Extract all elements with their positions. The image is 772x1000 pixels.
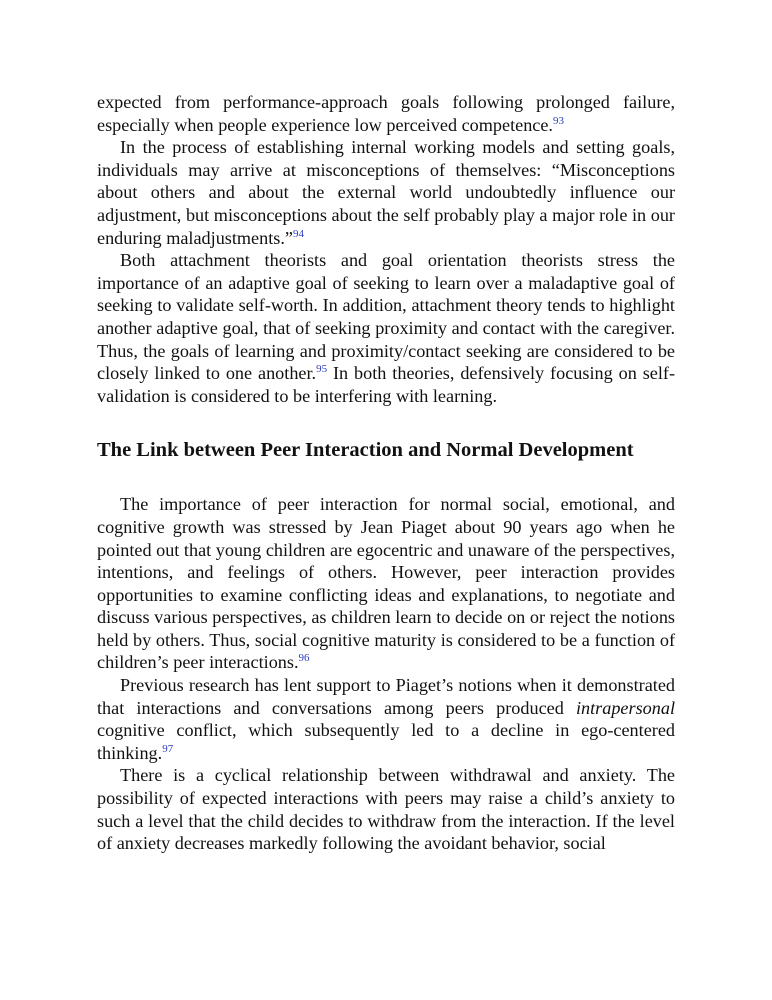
paragraph-text: There is a cyclical relationship between withdrawal and anxiety. The possibility of expected interactions with peers may raise a child’s anxiety to such a level that the child decides to withdraw from the interaction. If the level of anxiety decreases markedly following the avoidant behavior, social [97,765,675,854]
paragraph-text: The importance of peer interaction for normal social, emotional, and cognitive growth was stressed by Jean Piaget about 90 years ago when he pointed out that young children are egocentric and unaware of the perspectives, intentions, and feelings of others. However, peer interaction provides opportunities to examine conflicting ideas and explanations, to negotiate and discuss various perspectives, as children learn to decide on or reject the notions held by others. Thus, social cognitive maturity is considered to be a function of children’s peer interactions. [97,494,675,673]
footnote-ref-93[interactable]: 93 [552,114,564,127]
paragraph-text: expected from performance-approach goals following prolonged failure, especially when people experience low perceived competence. [97,92,675,135]
paragraph-previous-research [97,674,675,764]
paragraph-text: In the process of establishing internal working models and setting goals, individuals may arrive at misconceptions of themselves: “Misconceptions about others and about the external world undoubtedly influence our adjustment, but misconceptions about the self probably play a major role in our enduring maladjustments.” [97,137,675,248]
footnote-ref-96[interactable]: 96 [298,652,310,665]
paragraph-misconceptions [97,136,675,249]
paragraph-continuation [97,91,675,136]
paragraph-withdrawal-anxiety [97,764,675,854]
paragraph-text: Both attachment theorists and goal orientation theorists stress the importance of an adaptive goal of seeking to learn over a maladaptive goal of seeking to validate self-worth. In addition, attachment theory tends to highlight another adaptive goal, that of seeking proximity and contact with the caregiver. Thus, the goals of learning and proximity/contact seeking are considered to be closely linked to one another. [97,250,675,384]
paragraph-attachment-goals [97,249,675,407]
footnote-ref-97[interactable]: 97 [162,742,174,755]
section-heading: The Link between Peer Interaction and Normal Development [97,439,634,462]
paragraph-text-continued: In both theories, defensively focusing on self-validation is considered to be interfering with learning. [97,363,676,406]
footnote-ref-94[interactable]: 94 [292,227,304,240]
paragraph-text: Previous research has lent support to Piaget’s notions when it demonstrated that interactions and conversations among peers produced [97,675,675,718]
paragraph-text-continued: cognitive conflict, which subsequently led to a decline in ego-centered thinking. [97,720,675,763]
paragraph-piaget [97,493,675,674]
footnote-ref-95[interactable]: 95 [316,363,328,376]
document-page [97,91,675,855]
italic-term: intrapersonal [575,697,675,718]
